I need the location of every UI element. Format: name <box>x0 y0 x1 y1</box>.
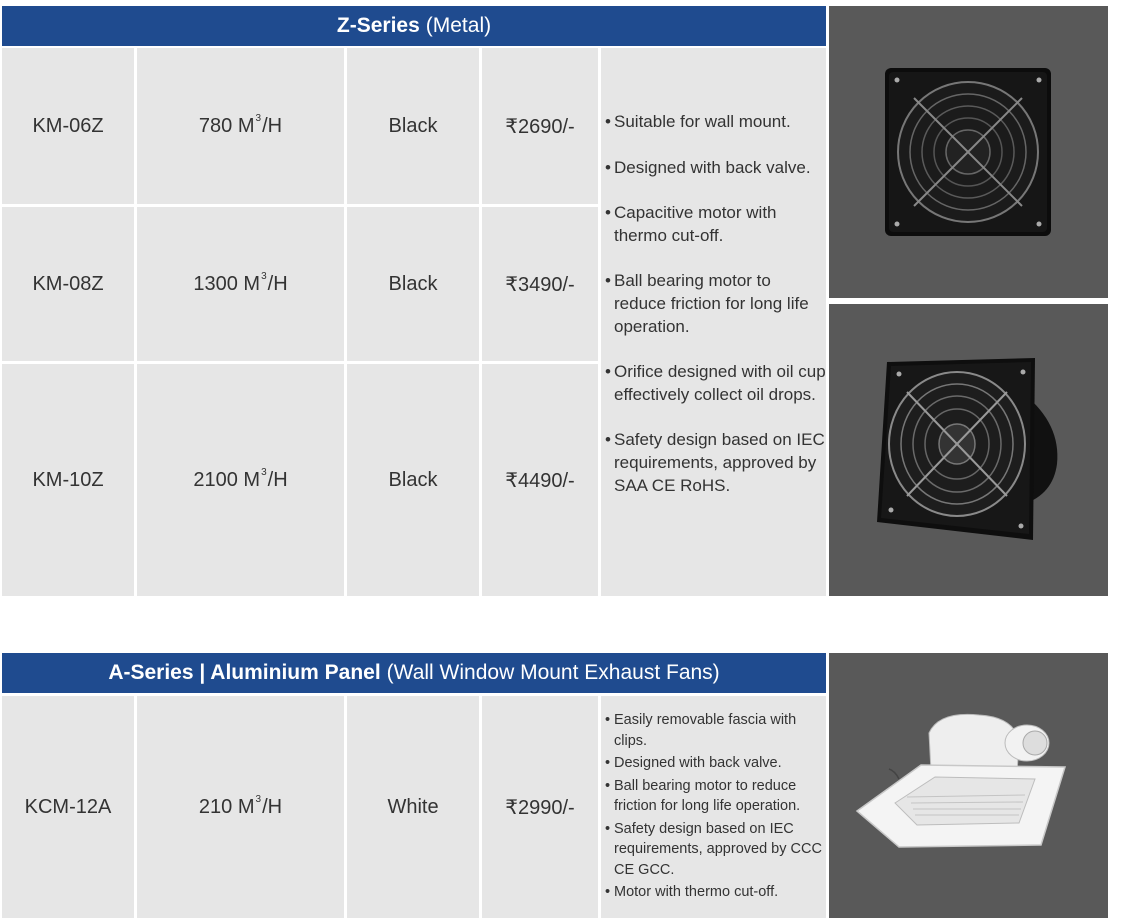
color-cell: White <box>347 696 479 918</box>
product-photo-km-08z <box>829 304 1108 596</box>
feature-item: • Designed with back valve. <box>605 157 826 180</box>
z-series-subtitle: (Metal) <box>425 14 492 37</box>
airflow-cell: 1300 M 3 /H <box>137 207 344 361</box>
white-ceiling-fan-image <box>829 653 1108 918</box>
color-cell: Black <box>347 48 479 204</box>
feature-item: • Capacitive motor with thermo cut-off. <box>605 202 826 247</box>
model-cell: KM-06Z <box>2 48 134 204</box>
color-cell: Black <box>347 364 479 596</box>
product-photo-kcm-12a <box>829 653 1108 918</box>
feature-item: • Motor with thermo cut-off. <box>605 882 826 903</box>
model-cell: KM-08Z <box>2 207 134 361</box>
airflow-cell: 780 M 3 /H <box>137 48 344 204</box>
feature-item: • Safety design based on IEC requirements, approved by SAA CE RoHS. <box>605 429 826 497</box>
color-cell: Black <box>347 207 479 361</box>
feature-item: • Suitable for wall mount. <box>605 111 826 134</box>
price-cell: ₹2990/- <box>482 696 598 918</box>
airflow-cell: 210 M 3 /H <box>137 696 344 918</box>
feature-item: • Easily removable fascia with clips. <box>605 710 826 751</box>
z-series-title: Z-Series <box>336 14 420 37</box>
a-series-subtitle: (Wall Window Mount Exhaust Fans) <box>386 661 720 684</box>
price-cell: ₹2690/- <box>482 48 598 204</box>
feature-item: • Ball bearing motor to reduce friction for long life operation. <box>605 270 826 338</box>
black-square-fan-image <box>829 6 1108 298</box>
a-series-header <box>2 653 826 693</box>
price-cell: ₹3490/- <box>482 207 598 361</box>
z-series-features <box>601 48 826 596</box>
a-series-title: A-Series | Aluminium Panel <box>108 661 381 684</box>
airflow-cell: 2100 M 3 /H <box>137 364 344 596</box>
model-cell: KM-10Z <box>2 364 134 596</box>
model-cell: KCM-12A <box>2 696 134 918</box>
z-series-header <box>2 6 826 46</box>
product-photo-km-06z <box>829 6 1108 298</box>
feature-item: • Ball bearing motor to reduce friction for long life operation. <box>605 776 826 817</box>
price-cell: ₹4490/- <box>482 364 598 596</box>
a-series-features <box>601 696 826 918</box>
feature-item: • Orifice designed with oil cup effectively collect oil drops. <box>605 361 826 406</box>
feature-item: • Safety design based on IEC requirements, approved by CCC CE GCC. <box>605 819 826 881</box>
feature-item: • Designed with back valve. <box>605 753 826 774</box>
black-angled-fan-image <box>829 304 1108 596</box>
